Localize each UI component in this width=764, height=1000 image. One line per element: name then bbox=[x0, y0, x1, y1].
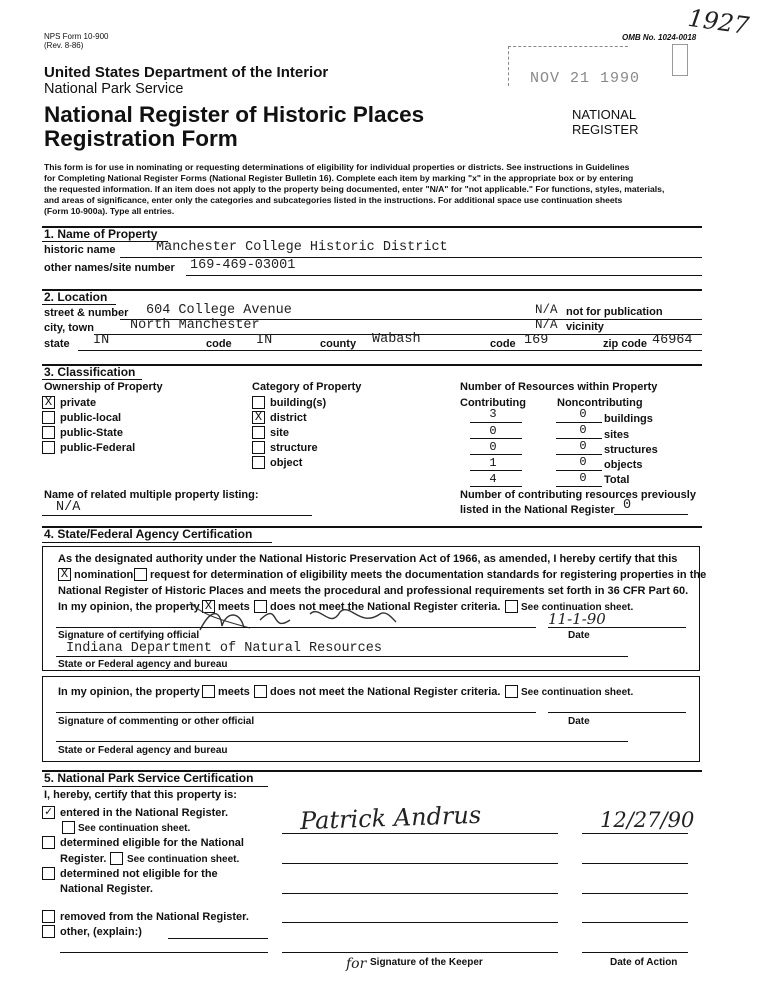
instructions-line: the requested information. If an item does not apply to the property being documented, enter "N/A" for "not applicable." For functions, styles, materials, bbox=[44, 184, 665, 194]
category-district-label: district bbox=[270, 412, 307, 424]
ownership-federal-checkbox[interactable] bbox=[42, 441, 55, 454]
meets-checkbox[interactable]: X bbox=[202, 600, 215, 613]
continuation-sheet-label: See continuation sheet. bbox=[521, 602, 634, 613]
certification-date-field[interactable]: 11-1-90 bbox=[548, 610, 606, 628]
not-eligible-checkbox[interactable] bbox=[42, 867, 55, 880]
contributing-buildings-field[interactable]: 3 bbox=[489, 407, 497, 421]
received-stamp bbox=[500, 40, 698, 98]
meets-label: meets bbox=[218, 601, 250, 613]
agency-bureau-label: State or Federal agency and bureau bbox=[58, 659, 228, 670]
certification-paragraph-line: As the designated authority under the National Historic Preservation Act of 1966, as amended, I hereby certify that this bbox=[58, 553, 678, 565]
eligible-continuation-checkbox[interactable] bbox=[110, 852, 123, 865]
other-checkbox[interactable] bbox=[42, 925, 55, 938]
ownership-state-label: public-State bbox=[60, 427, 123, 439]
related-listing-field[interactable]: N/A bbox=[56, 500, 81, 515]
category-district-checkbox[interactable]: X bbox=[252, 411, 265, 424]
noncontributing-buildings-field[interactable]: 0 bbox=[579, 407, 587, 421]
agency-bureau-field[interactable]: Indiana Department of Natural Resources bbox=[66, 641, 382, 656]
stamp-register: REGISTER bbox=[572, 122, 639, 137]
ownership-heading: Ownership of Property bbox=[44, 381, 163, 393]
entered-continuation-label: See continuation sheet. bbox=[78, 823, 191, 834]
does-not-meet-label-2: does not meet the National Register criteria. bbox=[270, 686, 501, 698]
commenting-signature-label: Signature of commenting or other official bbox=[58, 716, 255, 727]
meets-label-2: meets bbox=[218, 686, 250, 698]
noncontributing-heading: Noncontributing bbox=[557, 397, 643, 409]
certification-paragraph-line: National Register of Historic Places and meets the procedural and professional requirements set forth in 36 CFR Part 60. bbox=[58, 585, 689, 597]
instructions-line: This form is for use in nominating or requesting determinations of eligibility for individual properties or districts. See instructions in Guidelines bbox=[44, 162, 630, 172]
section-1-title: 1. Name of Property bbox=[44, 227, 158, 241]
county-code-label: code bbox=[490, 338, 516, 350]
certification-date-label: Date bbox=[568, 630, 590, 641]
structures-label: structures bbox=[604, 444, 658, 456]
commenting-date-label: Date bbox=[568, 716, 590, 727]
entered-label: entered in the National Register. bbox=[60, 807, 229, 819]
historic-name-field[interactable]: Manchester College Historic District bbox=[156, 240, 448, 255]
keeper-signature-field[interactable]: Patrick Andrus bbox=[299, 800, 482, 836]
action-date-field[interactable]: 12/27/90 bbox=[600, 808, 695, 832]
form-revision: (Rev. 8-86) bbox=[44, 41, 84, 50]
other-label: other, (explain:) bbox=[60, 926, 142, 938]
category-site-label: site bbox=[270, 427, 289, 439]
category-heading: Category of Property bbox=[252, 381, 362, 393]
previously-listed-label-2: listed in the National Register bbox=[460, 504, 615, 516]
section-4-title: 4. State/Federal Agency Certification bbox=[44, 527, 253, 541]
category-object-checkbox[interactable] bbox=[252, 456, 265, 469]
other-names-field[interactable]: 169-469-03001 bbox=[190, 258, 296, 273]
other-names-label: other names/site number bbox=[44, 262, 175, 274]
historic-name-label: historic name bbox=[44, 244, 116, 256]
category-site-checkbox[interactable] bbox=[252, 426, 265, 439]
previously-listed-field[interactable]: 0 bbox=[623, 498, 632, 513]
section-2-title: 2. Location bbox=[44, 290, 108, 304]
county-label: county bbox=[320, 338, 357, 350]
ownership-local-checkbox[interactable] bbox=[42, 411, 55, 424]
continuation-sheet-label-2: See continuation sheet. bbox=[521, 687, 634, 698]
section-5-title: 5. National Park Service Certification bbox=[44, 771, 254, 785]
related-listing-label: Name of related multiple property listing: bbox=[44, 489, 259, 501]
noncontributing-objects-field[interactable]: 0 bbox=[579, 455, 587, 469]
contributing-total-field[interactable]: 4 bbox=[489, 472, 497, 486]
nomination-label: nomination bbox=[74, 569, 134, 581]
request-determination-checkbox[interactable] bbox=[134, 568, 147, 581]
vicinity-label: vicinity bbox=[566, 321, 604, 333]
eligible-register-label: Register. bbox=[60, 853, 107, 865]
code-label: code bbox=[206, 338, 232, 350]
department-name: United States Department of the Interior bbox=[44, 64, 329, 81]
handwritten-number: 1927 bbox=[686, 3, 751, 41]
county-field[interactable]: Wabash bbox=[372, 332, 421, 347]
city-field[interactable]: North Manchester bbox=[130, 318, 260, 333]
removed-label: removed from the National Register. bbox=[60, 911, 249, 923]
ownership-private-checkbox[interactable]: X bbox=[42, 396, 55, 409]
eligible-continuation-label: See continuation sheet. bbox=[127, 854, 240, 865]
street-field[interactable]: 604 College Avenue bbox=[146, 303, 292, 318]
eligible-checkbox[interactable] bbox=[42, 836, 55, 849]
objects-label: objects bbox=[604, 459, 643, 471]
keeper-signature-label: Signature of the Keeper bbox=[370, 957, 483, 968]
keeper-certify-label: I, hereby, certify that this property is: bbox=[44, 789, 237, 801]
section-3-title: 3. Classification bbox=[44, 365, 136, 379]
meets-checkbox-2[interactable] bbox=[202, 685, 215, 698]
eligible-label: determined eligible for the National bbox=[60, 837, 244, 849]
not-eligible-label: determined not eligible for the bbox=[60, 868, 218, 880]
does-not-meet-label: does not meet the National Register criteria. bbox=[270, 601, 501, 613]
agency-bureau-label-2: State or Federal agency and bureau bbox=[58, 745, 228, 756]
form-number: NPS Form 10-900 bbox=[44, 32, 109, 41]
contributing-heading: Contributing bbox=[460, 397, 526, 409]
sites-label: sites bbox=[604, 429, 630, 441]
category-building-checkbox[interactable] bbox=[252, 396, 265, 409]
action-date-label: Date of Action bbox=[610, 957, 678, 968]
nomination-checkbox[interactable]: X bbox=[58, 568, 71, 581]
contributing-structures-field[interactable]: 0 bbox=[489, 440, 497, 454]
removed-checkbox[interactable] bbox=[42, 910, 55, 923]
state-label: state bbox=[44, 338, 70, 350]
category-object-label: object bbox=[270, 457, 303, 469]
county-code-field[interactable]: 169 bbox=[524, 333, 549, 348]
for-mark: for bbox=[346, 956, 367, 972]
form-title: National Register of Historic Places bbox=[44, 102, 425, 127]
na-publication-field[interactable]: N/A bbox=[535, 303, 558, 317]
continuation-sheet-checkbox-2[interactable] bbox=[505, 685, 518, 698]
instructions-line: and areas of significance, enter only the categories and subcategories listed in the instructions. For additional space use continuation sheets bbox=[44, 195, 623, 205]
opinion-label: In my opinion, the property bbox=[58, 601, 200, 613]
entered-continuation-checkbox[interactable] bbox=[62, 821, 75, 834]
total-label: Total bbox=[604, 474, 630, 486]
state-field[interactable]: IN bbox=[93, 333, 110, 348]
zip-field[interactable]: 46964 bbox=[652, 333, 693, 348]
form-subtitle: Registration Form bbox=[44, 126, 238, 151]
previously-listed-label-1: Number of contributing resources previously bbox=[460, 489, 696, 501]
entered-checkbox[interactable]: ✓ bbox=[42, 806, 55, 819]
opinion-label-2: In my opinion, the property bbox=[58, 686, 200, 698]
city-label: city, town bbox=[44, 322, 94, 334]
agency-name: National Park Service bbox=[44, 81, 184, 97]
ownership-private-label: private bbox=[60, 397, 97, 409]
buildings-label: buildings bbox=[604, 413, 653, 425]
category-structure-label: structure bbox=[270, 442, 318, 454]
noncontributing-sites-field[interactable]: 0 bbox=[579, 423, 587, 437]
ownership-local-label: public-local bbox=[60, 412, 122, 424]
ownership-state-checkbox[interactable] bbox=[42, 426, 55, 439]
not-for-publication-label: not for publication bbox=[566, 306, 663, 318]
resources-heading: Number of Resources within Property bbox=[460, 381, 658, 393]
contributing-sites-field[interactable]: 0 bbox=[489, 424, 497, 438]
na-vicinity-field[interactable]: N/A bbox=[535, 318, 558, 332]
omb-number: OMB No. 1024-0018 bbox=[622, 33, 697, 42]
zip-label: zip code bbox=[603, 338, 648, 350]
signature-certifying-label: Signature of certifying official bbox=[58, 630, 200, 641]
stamp-date: NOV 21 1990 bbox=[530, 70, 641, 87]
category-structure-checkbox[interactable] bbox=[252, 441, 265, 454]
instructions-line: (Form 10-900a). Type all entries. bbox=[44, 206, 175, 216]
instructions-line: for Completing National Register Forms (National Register Bulletin 16). Complete each item by marking "x" in the appropriate box or by entering bbox=[44, 173, 634, 183]
ownership-federal-label: public-Federal bbox=[60, 442, 136, 454]
category-building-label: building(s) bbox=[270, 397, 327, 409]
contributing-objects-field[interactable]: 1 bbox=[489, 456, 497, 470]
request-determination-label: request for determination of eligibility meets the documentation standards for registering properties in the bbox=[150, 569, 707, 581]
continuation-sheet-checkbox[interactable] bbox=[505, 600, 518, 613]
state-code-field[interactable]: IN bbox=[256, 333, 273, 348]
does-not-meet-checkbox-2[interactable] bbox=[254, 685, 267, 698]
noncontributing-total-field[interactable]: 0 bbox=[579, 471, 587, 485]
not-eligible-register-label: National Register. bbox=[60, 883, 153, 895]
noncontributing-structures-field[interactable]: 0 bbox=[579, 439, 587, 453]
street-label: street & number bbox=[44, 307, 129, 319]
stamp-national: NATIONAL bbox=[572, 107, 637, 122]
